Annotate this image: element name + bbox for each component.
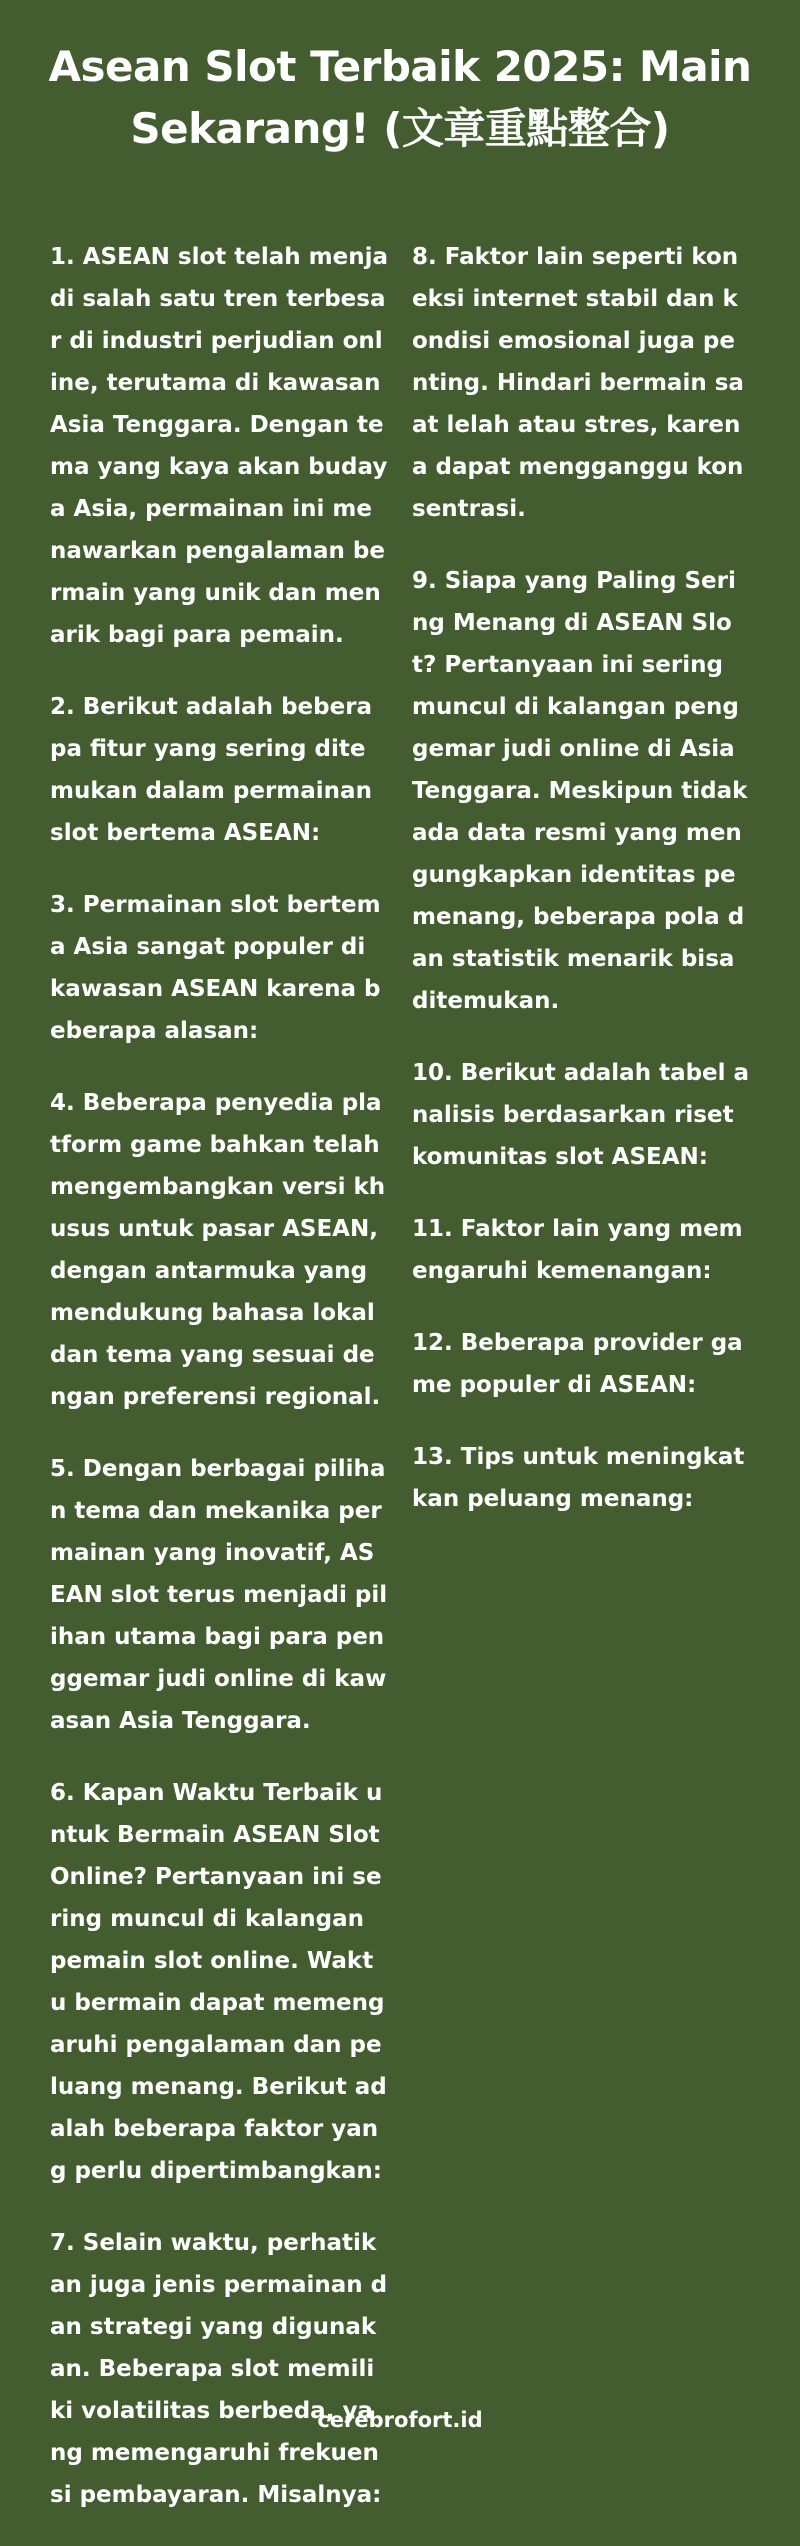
paragraph-3: 3. Permainan slot bertema Asia sangat populer di kawasan ASEAN karena beberapa alasan: [50, 892, 381, 1044]
paragraph-5: 5. Dengan berbagai pilihan tema dan mekanika permainan yang inovatif, ASEAN slot terus menjadi pilihan utama bagi para penggemar judi online di kawasan Asia Tenggara. [50, 1456, 388, 1734]
site-domain-footer: cerebrofort.id [317, 2408, 483, 2432]
page-title: Asean Slot Terbaik 2025: Main Sekarang! (文章重點整合) [48, 42, 752, 153]
paragraph-7: 7. Selain waktu, perhatikan juga jenis permainan dan strategi yang digunakan. Beberapa slot memiliki volatilitas berbeda, yang memengaruhi frekuensi pembayaran. Misalnya: [50, 2230, 388, 2508]
paragraph-6: 6. Kapan Waktu Terbaik untuk Bermain ASEAN Slot Online? Pertanyaan ini sering muncul di kalangan pemain slot online. Waktu bermain dapat memengaruhi pengalaman dan peluang menang. Berikut adalah beberapa faktor yang perlu dipertimbangkan: [50, 1780, 388, 2184]
paragraph-9: 9. Siapa yang Paling Sering Menang di ASEAN Slot? Pertanyaan ini sering muncul di kalangan penggemar judi online di Asia Tenggara. Meskipun tidak ada data resmi yang mengungkapkan identitas pemenang, beberapa pola dan statistik menarik bisa ditemukan. [412, 568, 756, 1014]
paragraph-2: 2. Berikut adalah beberapa fitur yang sering ditemukan dalam permainan slot bertema ASEAN: [50, 694, 380, 846]
paragraph-10: 10. Berikut adalah tabel analisis berdasarkan riset komunitas slot ASEAN: [412, 1060, 750, 1170]
paragraph-12: 12. Beberapa provider game populer di ASEAN: [412, 1330, 743, 1398]
paragraph-4: 4. Beberapa penyedia platform game bahkan telah mengembangkan versi khusus untuk pasar ASEAN, dengan antarmuka yang mendukung bahasa lokal dan tema yang sesuai dengan preferensi regional. [50, 1090, 388, 1410]
right-column [412, 236, 756, 2546]
paragraph-8: 8. Faktor lain seperti koneksi internet stabil dan kondisi emosional juga penting. Hindari bermain saat lelah atau stres, karena dapat mengganggu konsentrasi. [412, 244, 744, 522]
paragraph-13: 13. Tips untuk meningkatkan peluang menang: [412, 1444, 745, 1512]
article-body [50, 236, 756, 2546]
paragraph-11: 11. Faktor lain yang memengaruhi kemenangan: [412, 1216, 743, 1284]
paragraph-1: 1. ASEAN slot telah menjadi salah satu tren terbesar di industri perjudian online, terutama di kawasan Asia Tenggara. Dengan tema yang kaya akan budaya Asia, permainan ini menawarkan pengalaman bermain yang unik dan menarik bagi para pemain. [50, 244, 389, 648]
left-column [50, 236, 388, 2546]
